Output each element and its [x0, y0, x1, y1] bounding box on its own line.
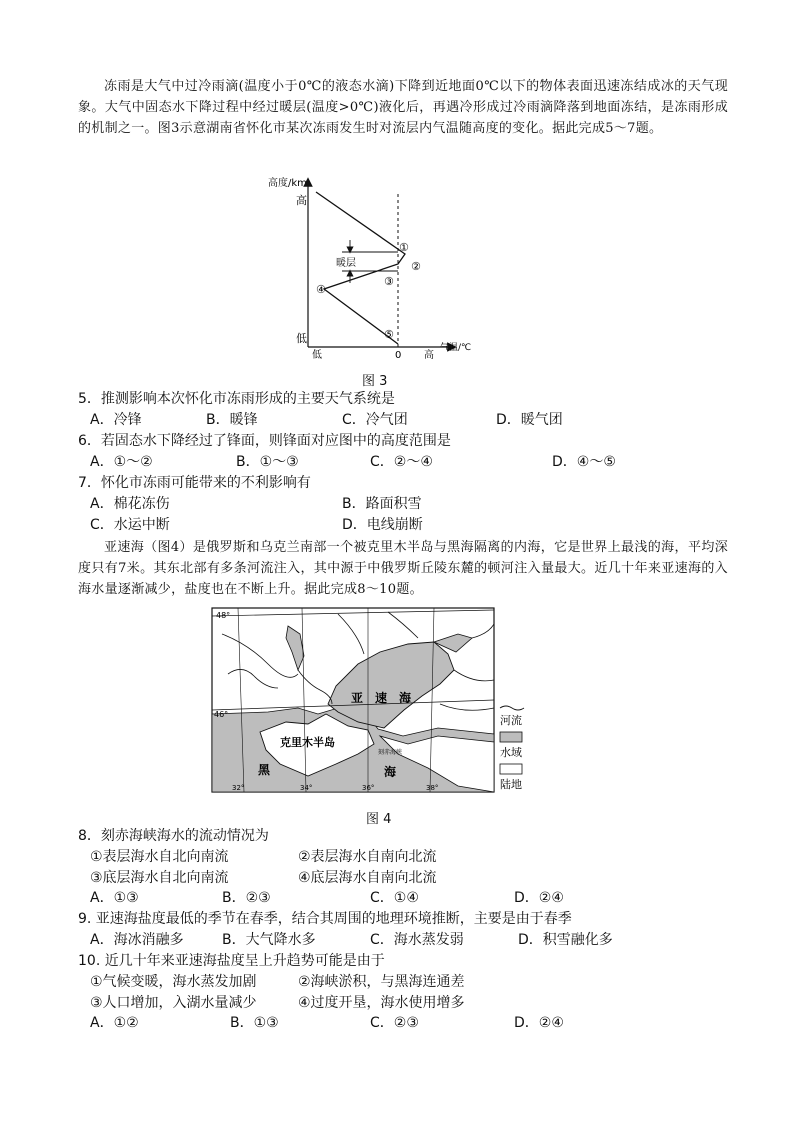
lat-46-label: 46° — [214, 710, 229, 719]
fig3-x-zero: 0 — [395, 350, 402, 361]
q8-statement-1: ①表层海水自北向南流 — [90, 849, 229, 865]
fig3-point-4: ④ — [316, 283, 326, 296]
legend-river-icon — [500, 706, 524, 710]
q8-option-d[interactable]: D．②④ — [514, 890, 564, 906]
lon-38-label: 38° — [426, 784, 439, 792]
q6-option-a[interactable]: A．①～② — [90, 454, 153, 470]
figure-3-caption: 图 3 — [362, 374, 388, 389]
figure-4-caption: 图 4 — [366, 812, 392, 827]
lat-48-label: 48° — [216, 611, 231, 620]
fig3-x-high: 高 — [424, 350, 434, 361]
lon-34-label: 34° — [300, 784, 313, 792]
q5-option-b[interactable]: B．暖锋 — [206, 412, 258, 428]
intro-paragraph-2: 亚速海（图4）是俄罗斯和乌克兰南部一个被克里木半岛与黑海隔离的内海，它是世界上最浅的海，平均深度只有7米。其东北部有多条河流注入，其中源于中俄罗斯丘陵东麓的顿河注入量最大。近几十年来亚速海的入海水量逐渐减少，盐度也在不断上升。据此完成8～10题。 — [78, 540, 728, 597]
fig3-point-2: ② — [411, 260, 421, 273]
black-sea-label-1: 黑 — [258, 763, 271, 777]
q8-statement-3: ③底层海水自北向南流 — [90, 870, 229, 886]
azov-sea-label: 亚 速 海 — [351, 691, 412, 705]
question-8-stem: 8．刻赤海峡海水的流动情况为 — [78, 828, 269, 844]
figure-4-azov-sea-map — [208, 604, 538, 796]
q8-statement-2: ②表层海水自南向北流 — [298, 849, 437, 865]
figure-3-temperature-profile — [262, 172, 492, 362]
question-9-stem: 9. 亚速海盐度最低的季节在春季，结合其周围的地理环境推断，主要是由于春季 — [78, 911, 572, 927]
fig3-y-high: 高 — [296, 194, 307, 207]
q9-option-b[interactable]: B．大气降水多 — [222, 932, 316, 948]
q6-option-b[interactable]: B．①～③ — [236, 454, 299, 470]
legend-land-swatch — [500, 764, 522, 774]
lon-32-label: 32° — [232, 784, 245, 792]
intro-paragraph-1: 冻雨是大气中过冷雨滴(温度小于0℃的液态水滴)下降到近地面0℃以下的物体表面迅速冻结成冰的天气现象。大气中固态水下降过程中经过暖层(温度>0℃)液化后，再遇冷形成过冷雨滴降落到地面冻结，是冻雨形成的机制之一。图3示意湖南省怀化市某次冻雨发生时对流层内气温随高度的变化。据此完成5～7题。 — [78, 79, 728, 136]
fig3-temperature-curve — [316, 192, 405, 344]
legend-river-label: 河流 — [500, 714, 522, 727]
q10-option-c[interactable]: C．②③ — [370, 1015, 419, 1031]
fig3-x-low: 低 — [312, 350, 322, 361]
q7-option-b[interactable]: B．路面积雪 — [342, 496, 422, 512]
q10-statement-2: ②海峡淤积，与黑海连通差 — [298, 974, 465, 990]
q9-option-a[interactable]: A．海冰消融多 — [90, 932, 184, 948]
kerch-strait-label: 刻赤海峡 — [378, 749, 403, 756]
crimea-label: 克里木半岛 — [280, 736, 335, 749]
q6-option-c[interactable]: C．②～④ — [370, 454, 433, 470]
q7-option-c[interactable]: C．水运中断 — [90, 517, 170, 533]
fig3-point-3: ③ — [384, 275, 394, 288]
lon-36-label: 36° — [362, 784, 375, 792]
q5-option-c[interactable]: C．冷气团 — [342, 412, 408, 428]
fig3-point-5: ⑤ — [384, 328, 394, 341]
fig3-x-label: 气温/℃ — [440, 343, 472, 353]
q7-option-d[interactable]: D．电线崩断 — [342, 517, 423, 533]
q8-option-a[interactable]: A．①③ — [90, 890, 139, 906]
q5-option-a[interactable]: A．冷锋 — [90, 412, 142, 428]
q10-option-d[interactable]: D．②④ — [514, 1015, 564, 1031]
q5-option-d[interactable]: D．暖气团 — [496, 412, 563, 428]
legend-land-label: 陆地 — [500, 778, 522, 791]
q8-option-c[interactable]: C．①④ — [370, 890, 419, 906]
q10-statement-1: ①气候变暖，海水蒸发加剧 — [90, 974, 257, 990]
fig3-y-label: 高度/km — [268, 178, 307, 189]
question-10-stem: 10. 近几十年来亚速海盐度呈上升趋势可能是由于 — [78, 953, 385, 969]
q10-option-a[interactable]: A．①② — [90, 1015, 139, 1031]
legend-water-swatch — [500, 732, 522, 742]
q10-statement-3: ③人口增加，入湖水量减少 — [90, 995, 257, 1011]
q10-option-b[interactable]: B．①③ — [230, 1015, 279, 1031]
q9-option-c[interactable]: C．海水蒸发弱 — [370, 932, 464, 948]
q8-statement-4: ④底层海水自南向北流 — [298, 870, 437, 886]
q8-option-b[interactable]: B．②③ — [222, 890, 271, 906]
fig3-point-1: ① — [399, 241, 409, 254]
question-5-stem: 5．推测影响本次怀化市冻雨形成的主要天气系统是 — [78, 391, 395, 407]
black-sea-label-2: 海 — [384, 765, 397, 779]
q10-statement-4: ④过度开垦，海水使用增多 — [298, 995, 465, 1011]
fig3-y-low: 低 — [296, 332, 307, 345]
q9-option-d[interactable]: D．积雪融化多 — [518, 932, 613, 948]
q6-option-d[interactable]: D．④～⑤ — [552, 454, 616, 470]
question-6-stem: 6．若固态水下降经过了锋面，则锋面对应图中的高度范围是 — [78, 433, 451, 449]
fig3-warm-layer-label: 暖层 — [336, 258, 356, 269]
legend-water-label: 水域 — [500, 746, 522, 759]
q7-option-a[interactable]: A．棉花冻伤 — [90, 496, 170, 512]
question-7-stem: 7．怀化市冻雨可能带来的不利影响有 — [78, 475, 311, 491]
